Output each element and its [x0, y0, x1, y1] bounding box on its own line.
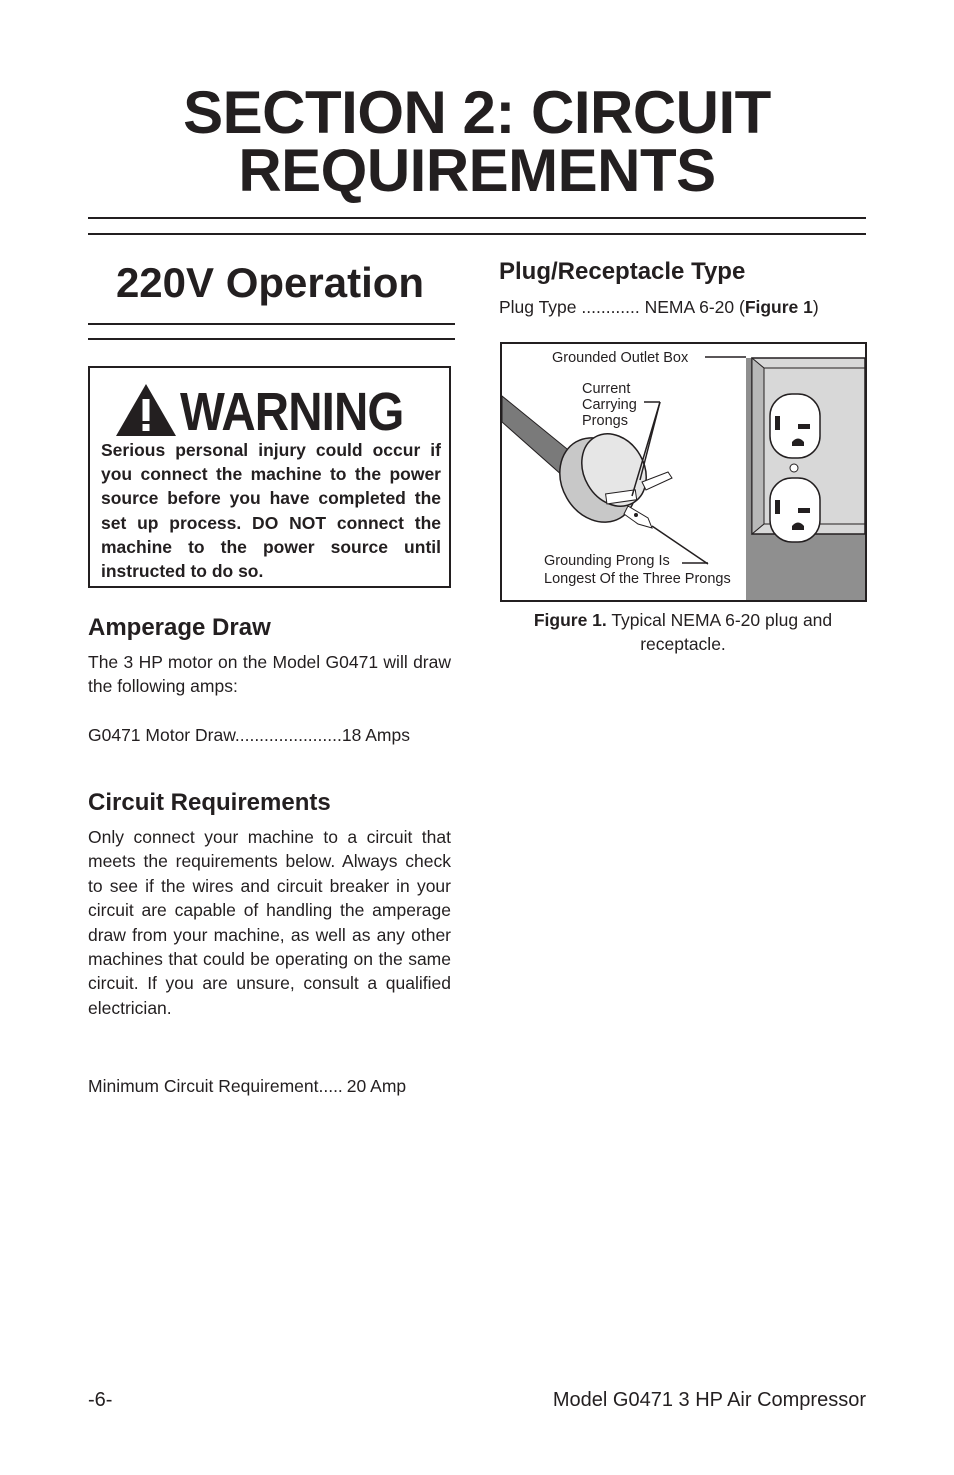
footer-model: Model G0471 3 HP Air Compressor [552, 1389, 866, 1411]
motor-draw-leader: ...................... [234, 725, 342, 745]
minimum-circuit-spec [88, 1074, 406, 1098]
figure-1-caption-text: Typical NEMA 6-20 plug and receptacle. [606, 610, 833, 654]
title-rule-top [88, 217, 866, 219]
warning-triangle-icon [114, 382, 178, 440]
heading-amperage-draw: Amperage Draw [88, 614, 271, 641]
amperage-paragraph: The 3 HP motor on the Model G0471 will draw the following amps: [88, 652, 451, 697]
section-title-line-2: REQUIREMENTS [238, 137, 716, 204]
leader-lines [632, 357, 746, 564]
heading-plug-receptacle-type: Plug/Receptacle Type [499, 258, 746, 285]
minimum-circuit-leader: ..... [318, 1076, 343, 1096]
minimum-circuit-label: Minimum Circuit Requirement [88, 1076, 319, 1096]
upper-receptacle [770, 394, 820, 458]
plug-type-leader: ............ [581, 297, 640, 317]
plate-screw [790, 464, 798, 472]
minimum-circuit-value: 20 Amp [346, 1076, 407, 1096]
label-current-carrying-2: Carrying [582, 397, 637, 413]
label-current-carrying-3: Prongs [582, 413, 628, 429]
figure-1-caption-label: Figure 1. [533, 610, 607, 630]
plug-type-label: Plug Type [499, 297, 577, 317]
heading-220v-rule-bottom [88, 338, 455, 340]
section-title-line-1: SECTION 2: CIRCUIT [183, 79, 771, 146]
plug-type-value: NEMA 6-20 ( [644, 297, 745, 317]
motor-draw-value: 18 Amps [341, 725, 410, 745]
page-number: -6- [88, 1389, 113, 1411]
heading-circuit-requirements: Circuit Requirements [88, 789, 331, 816]
label-grounding-prong-2: Longest Of the Three Prongs [544, 571, 731, 587]
plug-type-value-close: ) [812, 297, 819, 317]
warning-box [88, 366, 451, 588]
lower-receptacle [770, 478, 820, 542]
heading-220v-operation: 220V Operation [115, 259, 425, 306]
figure-1-caption [500, 608, 866, 656]
motor-draw-spec [88, 723, 410, 747]
warning-word: WARNING [180, 382, 404, 442]
section-title [0, 79, 954, 204]
label-grounded-outlet-box: Grounded Outlet Box [552, 350, 689, 366]
heading-220v-rule-top [88, 323, 455, 325]
title-rule-bottom [88, 233, 866, 235]
label-grounding-prong-1: Grounding Prong Is [544, 553, 670, 569]
circuit-paragraph: Only connect your machine to a circuit that meets the requirements below. Always check to see if the wires and circuit breaker in your circuit are capable of handling the amperage draw from your machine, as well as any other machines that could be operating on the same circuit. If you are unsure, consult a qualified electrician. [88, 827, 451, 1018]
warning-text: Serious personal injury could occur if you connect the machine to the power source before you have completed the set up process. DO NOT connect the machine to the power source until instructed to do so. [101, 440, 441, 582]
figure-1-illustration [500, 342, 867, 602]
plug-type-figure-ref: Figure 1 [744, 297, 813, 317]
label-current-carrying-1: Current [582, 381, 631, 397]
plug-type-spec [499, 295, 819, 319]
warning-header [114, 378, 444, 442]
motor-draw-label: G0471 Motor Draw [88, 725, 235, 745]
